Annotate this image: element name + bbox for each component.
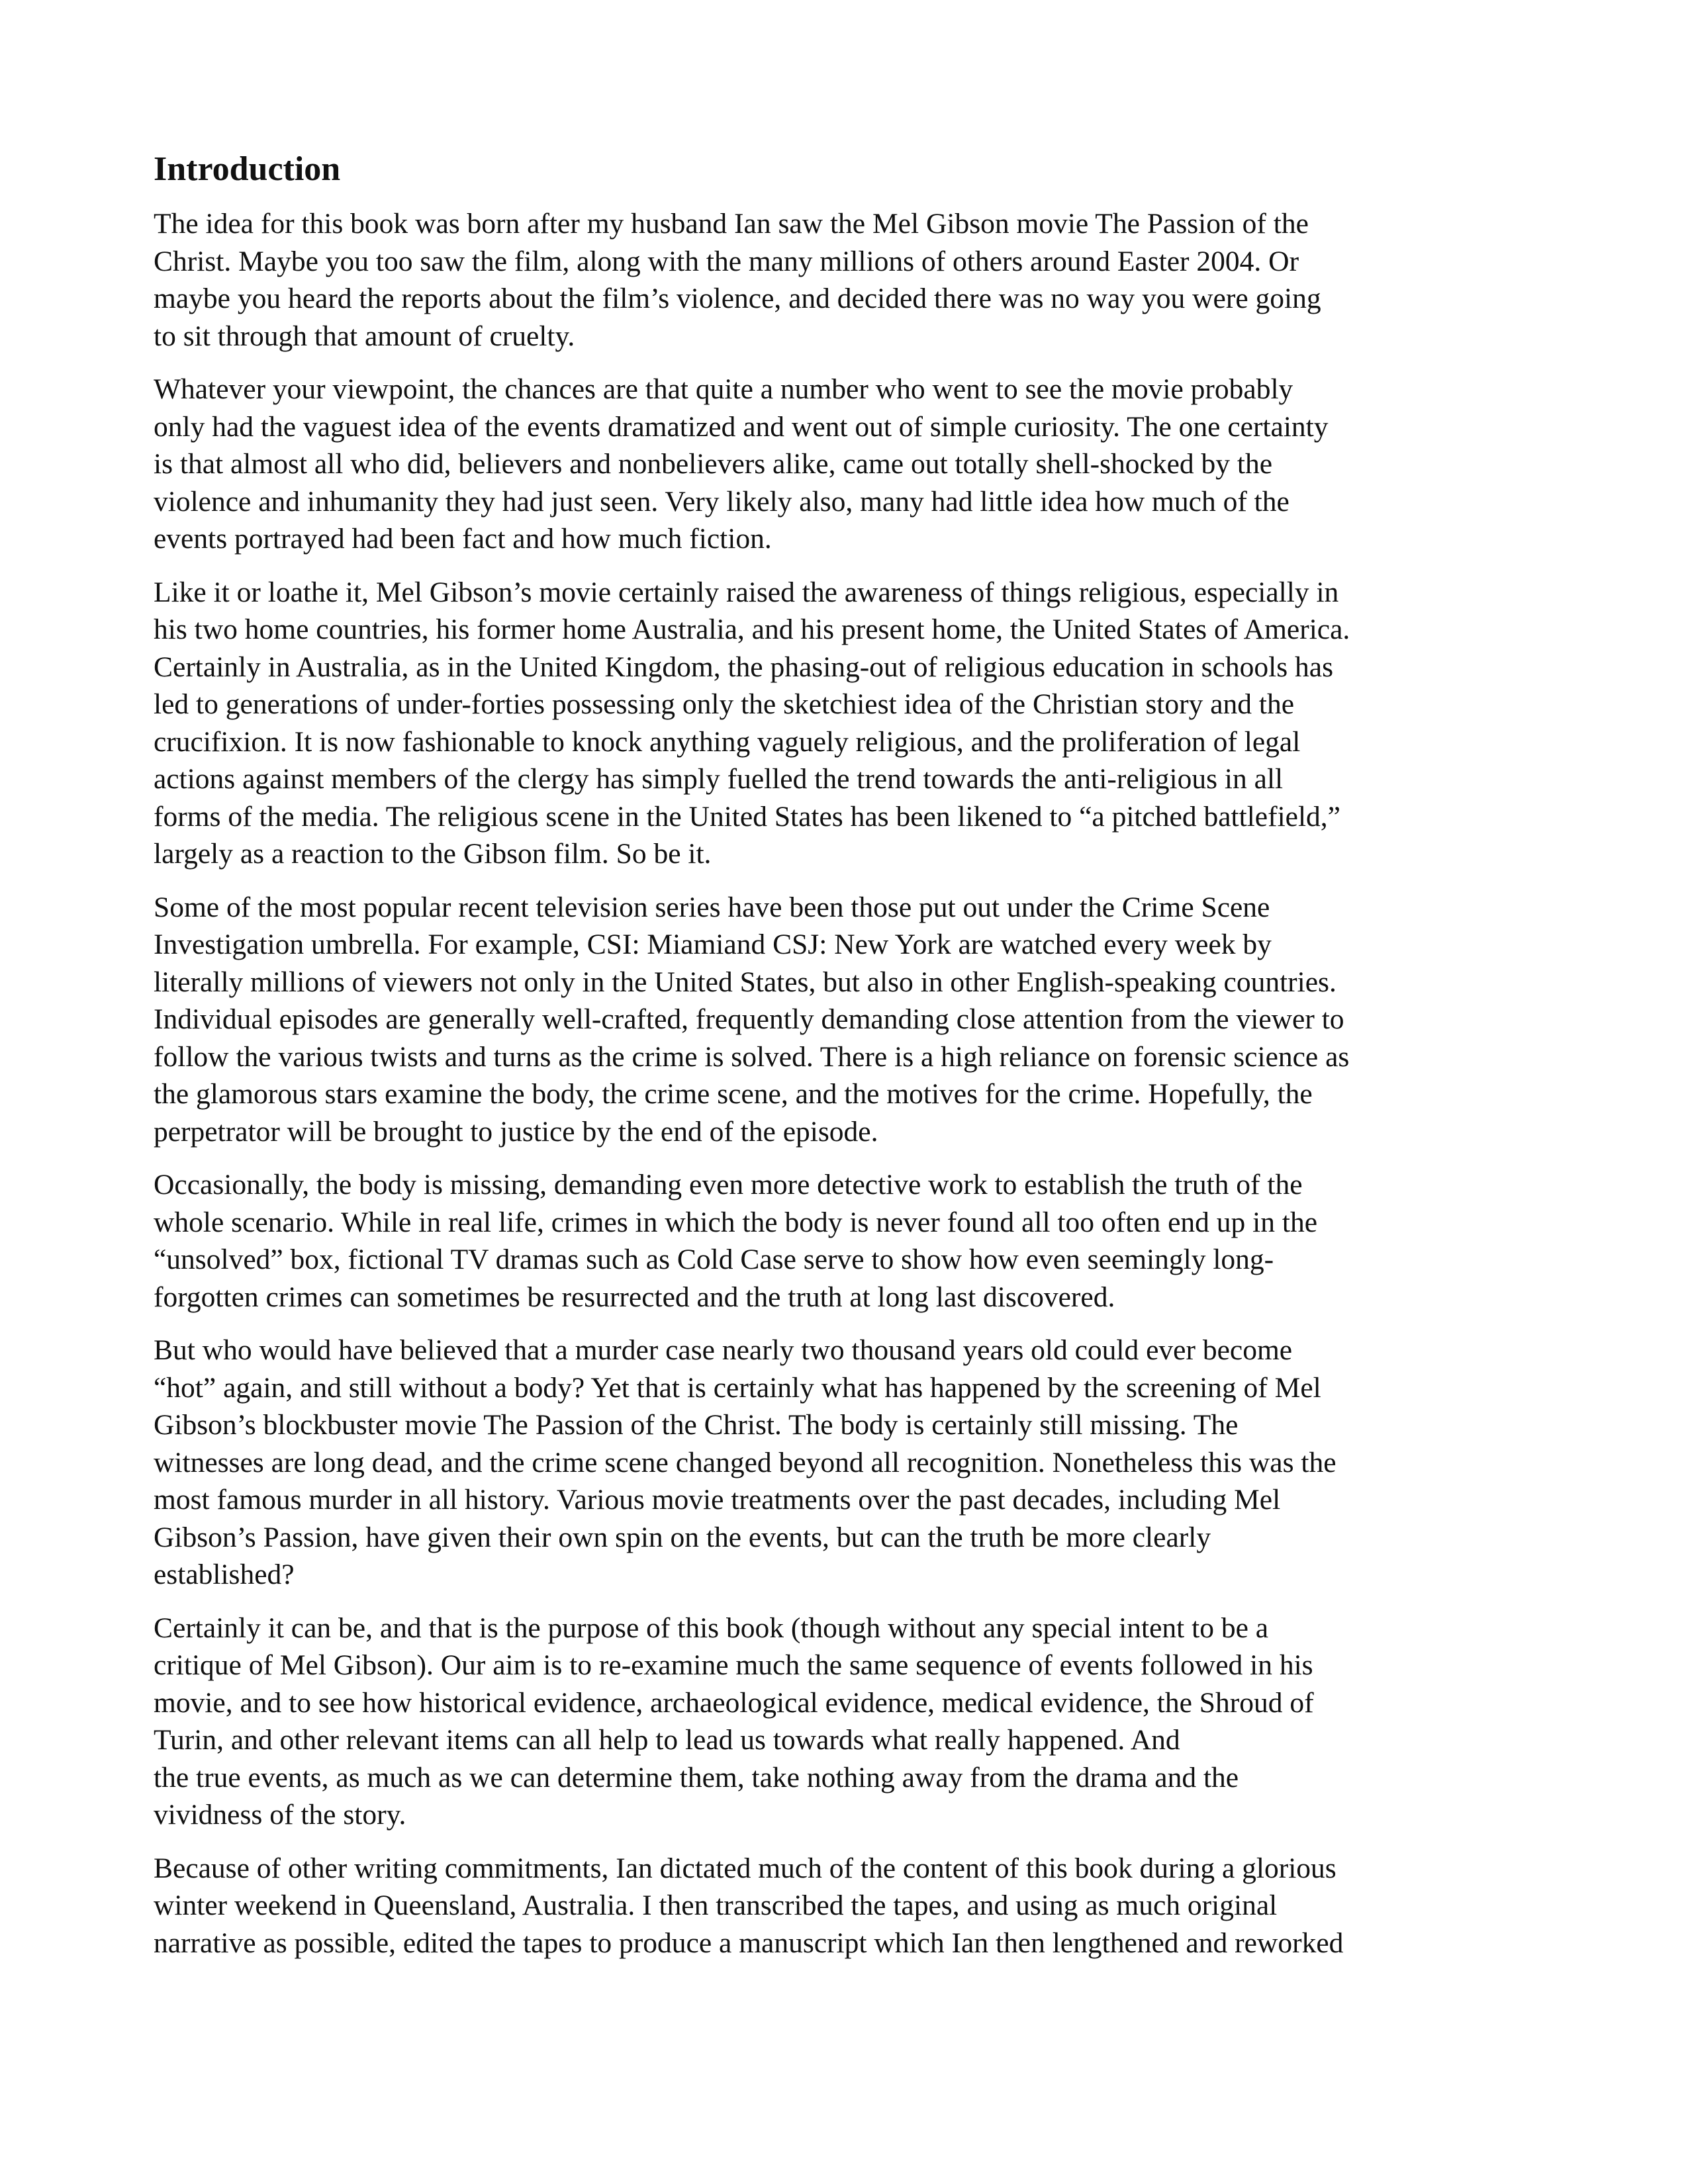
paragraph (154, 574, 1564, 873)
text-line: violence and inhumanity they had just seen. Very likely also, many had little idea how much of the (154, 485, 1289, 518)
text-line: whole scenario. While in real life, crimes in which the body is never found all too often end up in the (154, 1206, 1318, 1238)
paragraph (154, 1166, 1564, 1316)
text-line: actions against members of the clergy has simply fuelled the trend towards the anti-religious in all (154, 763, 1284, 795)
text-line: Gibson’s blockbuster movie The Passion of the Christ. The body is certainly still missing. The (154, 1409, 1239, 1441)
text-line: crucifixion. It is now fashionable to knock anything vaguely religious, and the proliferation of legal (154, 725, 1301, 758)
text-line: Some of the most popular recent television series have been those put out under the Crime Scene (154, 891, 1270, 923)
text-line: Whatever your viewpoint, the chances are that quite a number who went to see the movie probably (154, 373, 1293, 405)
paragraph (154, 1610, 1564, 1834)
text-line: Like it or loathe it, Mel Gibson’s movie certainly raised the awareness of things religious, especially in (154, 576, 1339, 608)
text-line: led to generations of under-forties possessing only the sketchiest idea of the Christian story and the (154, 688, 1295, 720)
text-line: forms of the media. The religious scene in the United States has been likened to “a pitched battlefield,” (154, 800, 1340, 833)
text-line: “hot” again, and still without a body? Yet that is certainly what has happened by the screening of Mel (154, 1371, 1321, 1404)
text-line: the true events, as much as we can determine them, take nothing away from the drama and the (154, 1761, 1239, 1794)
paragraph (154, 1332, 1564, 1594)
text-line: Investigation umbrella. For example, CSI: Miamiand CSJ: New York are watched every week by (154, 929, 1272, 960)
paragraph (154, 205, 1564, 355)
body-text (154, 205, 1564, 1962)
text-line: Individual episodes are generally well-crafted, frequently demanding close attention from the viewer to (154, 1003, 1344, 1035)
text-line: witnesses are long dead, and the crime scene changed beyond all recognition. Nonetheless this was the (154, 1446, 1336, 1479)
paragraph (154, 1850, 1564, 1962)
document-page (154, 150, 1564, 1978)
text-line: his two home countries, his former home Australia, and his present home, the United States of America. (154, 614, 1350, 645)
section-heading: Introduction (154, 150, 341, 188)
text-line: only had the vaguest idea of the events dramatized and went out of simple curiosity. The one certainty (154, 410, 1329, 443)
text-line: largely as a reaction to the Gibson film. So be it. (154, 838, 712, 870)
text-line: Certainly it can be, and that is the purpose of this book (though without any special intent to be a (154, 1612, 1269, 1644)
text-line: follow the various twists and turns as the crime is solved. There is a high reliance on forensic science as (154, 1040, 1350, 1073)
text-line: winter weekend in Queensland, Australia. I then transcribed the tapes, and using as much original (154, 1889, 1278, 1921)
text-line: Gibson’s Passion, have given their own spin on the events, but can the truth be more clearly (154, 1521, 1211, 1553)
text-line: events portrayed had been fact and how much fiction. (154, 523, 772, 555)
text-line: Christ. Maybe you too saw the film, along with the many millions of others around Easter 2004. Or (154, 245, 1299, 277)
text-line: most famous murder in all history. Various movie treatments over the past decades, including Mel (154, 1484, 1281, 1516)
text-line: maybe you heard the reports about the film’s violence, and decided there was no way you were going (154, 283, 1321, 314)
text-line: to sit through that amount of cruelty. (154, 320, 575, 352)
text-line: perpetrator will be brought to justice by the end of the episode. (154, 1115, 878, 1148)
text-line: forgotten crimes can sometimes be resurrected and the truth at long last discovered. (154, 1281, 1115, 1313)
text-line: But who would have believed that a murder case nearly two thousand years old could ever become (154, 1334, 1293, 1366)
paragraph (154, 889, 1564, 1151)
text-line: critique of Mel Gibson). Our aim is to re-examine much the same sequence of events followed in his (154, 1649, 1313, 1681)
text-line: vividness of the story. (154, 1799, 406, 1831)
text-line: is that almost all who did, believers and nonbelievers alike, came out totally shell-shocked by the (154, 448, 1273, 480)
text-line: narrative as possible, edited the tapes to produce a manuscript which Ian then lengthened and reworked (154, 1927, 1344, 1959)
text-line: Occasionally, the body is missing, demanding even more detective work to establish the truth of the (154, 1169, 1303, 1201)
text-line: movie, and to see how historical evidence, archaeological evidence, medical evidence, the Shroud of (154, 1686, 1314, 1719)
text-line: Certainly in Australia, as in the United Kingdom, the phasing-out of religious education in schools has (154, 651, 1333, 683)
paragraph (154, 371, 1564, 558)
text-line: the glamorous stars examine the body, the crime scene, and the motives for the crime. Hopefully, the (154, 1078, 1313, 1110)
text-line: “unsolved” box, fictional TV dramas such as Cold Case serve to show how even seemingly long- (154, 1244, 1274, 1275)
text-line: literally millions of viewers not only in the United States, but also in other English-speaking countries. (154, 966, 1336, 998)
text-line: Because of other writing commitments, Ian dictated much of the content of this book during a glorious (154, 1852, 1336, 1884)
text-line: Turin, and other relevant items can all help to lead us towards what really happened. And (154, 1724, 1180, 1756)
text-line: The idea for this book was born after my husband Ian saw the Mel Gibson movie The Passion of the (154, 208, 1309, 240)
text-line: established? (154, 1559, 295, 1590)
